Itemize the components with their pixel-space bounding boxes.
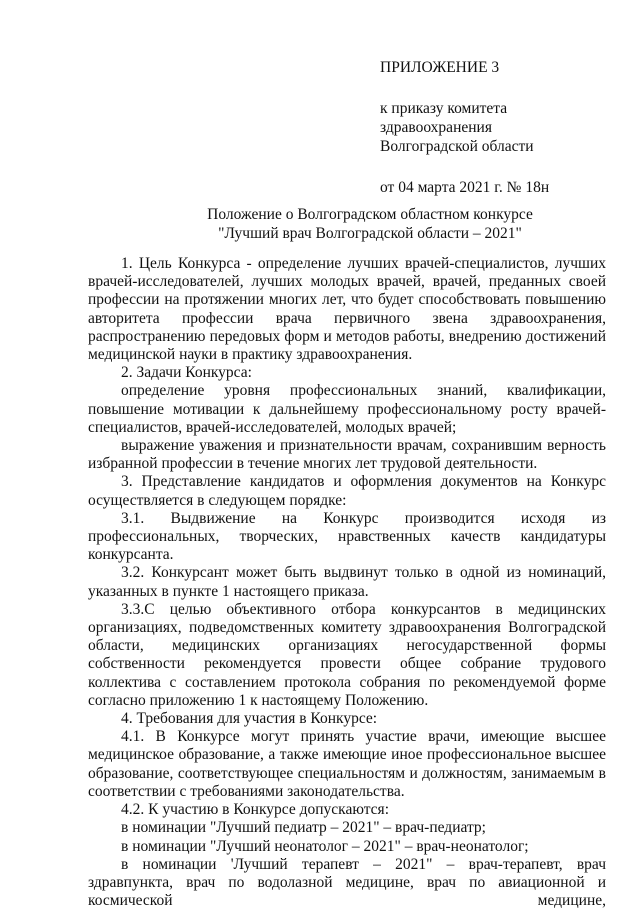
- nomination-item: в номинации "Лучший педиатр – 2021" – врач-педиатр;: [121, 819, 486, 837]
- paragraph-4-2: 4.2. К участию в Конкурсе допускаются:: [121, 801, 389, 819]
- paragraph-2-item-2: выражение уважения и признательности врачам, сохранившим верность избранной профессии в течение многих лет трудовой деятельности.: [88, 437, 606, 473]
- spacer: [380, 156, 549, 178]
- paragraph-1: 1. Цель Конкурса - определение лучших врачей-специалистов, лучших врачей-исследователей, лучших молодых врачей, врачей, преданных своей профессии на протяжении многих лет, что будет способствовать повышению авторитета профессии врача первичного звена здравоохранения, распространению передовых форм и методов работы, внедрению достижений медицинской науки в практику здравоохранения.: [88, 255, 606, 364]
- title-line: "Лучший врач Волгоградской области – 2021": [218, 225, 522, 242]
- nomination-item: в номинации "Лучший неонатолог – 2021" – врач-неонатолог;: [121, 837, 529, 855]
- paragraph-3: 3. Представление кандидатов и оформления документов на Конкурс осуществляется в следующем порядке:: [88, 473, 606, 509]
- paragraph-4-heading: 4. Требования для участия в Конкурсе:: [121, 710, 378, 728]
- appendix-header: [380, 58, 549, 197]
- paragraph-4-1: 4.1. В Конкурсе могут принять участие врачи, имеющие высшее медицинское образование, а также имеющие иное профессиональное высшее образование, соответствующее специальностям и должностям, занимаемым в соответствии с требованиями законодательства.: [88, 728, 606, 800]
- document-title: [90, 205, 640, 243]
- paragraph-3-1: 3.1. Выдвижение на Конкурс производится исходя из профессиональных, творческих, нравственных качеств кандидатуры конкурсанта.: [88, 509, 606, 564]
- title-line: Положение о Волгоградском областном конкурсе: [207, 206, 533, 223]
- appendix-line: здравоохранения: [380, 119, 492, 136]
- paragraph-2-item-1: определение уровня профессиональных знаний, квалификации, повышение мотивации к дальнейшему профессиональному росту врачей-специалистов, врачей-исследователей, молодых врачей;: [88, 382, 606, 436]
- appendix-date: от 04 марта 2021 г. № 18н: [380, 179, 550, 196]
- appendix-line: Волгоградской области: [380, 138, 534, 155]
- document-body: [88, 255, 606, 910]
- appendix-line: к приказу комитета: [380, 100, 508, 117]
- paragraph-3-3: 3.3.С целью объективного отбора конкурсантов в медицинских организациях, подведомственных комитету здравоохранения Волгоградской области, медицинских организациях негосударственной формы собственности рекомендуется провести общее собрание трудового коллектива с составлением протокола собрания по рекомендуемой форме согласно приложению 1 к настоящему Положению.: [88, 600, 606, 709]
- paragraph-3-2: 3.2. Конкурсант может быть выдвинут только в одной из номинаций, указанных в пункте 1 настоящего приказа.: [88, 564, 606, 600]
- spacer: [380, 77, 549, 99]
- nomination-item: в номинации 'Лучший терапевт – 2021" – врач-терапевт, врач здравпункта, врач по водолазной медицине, врач по авиационной и космической медицине,: [88, 855, 606, 910]
- appendix-title: ПРИЛОЖЕНИЕ 3: [380, 59, 500, 76]
- paragraph-2-heading: 2. Задачи Конкурса:: [121, 364, 252, 382]
